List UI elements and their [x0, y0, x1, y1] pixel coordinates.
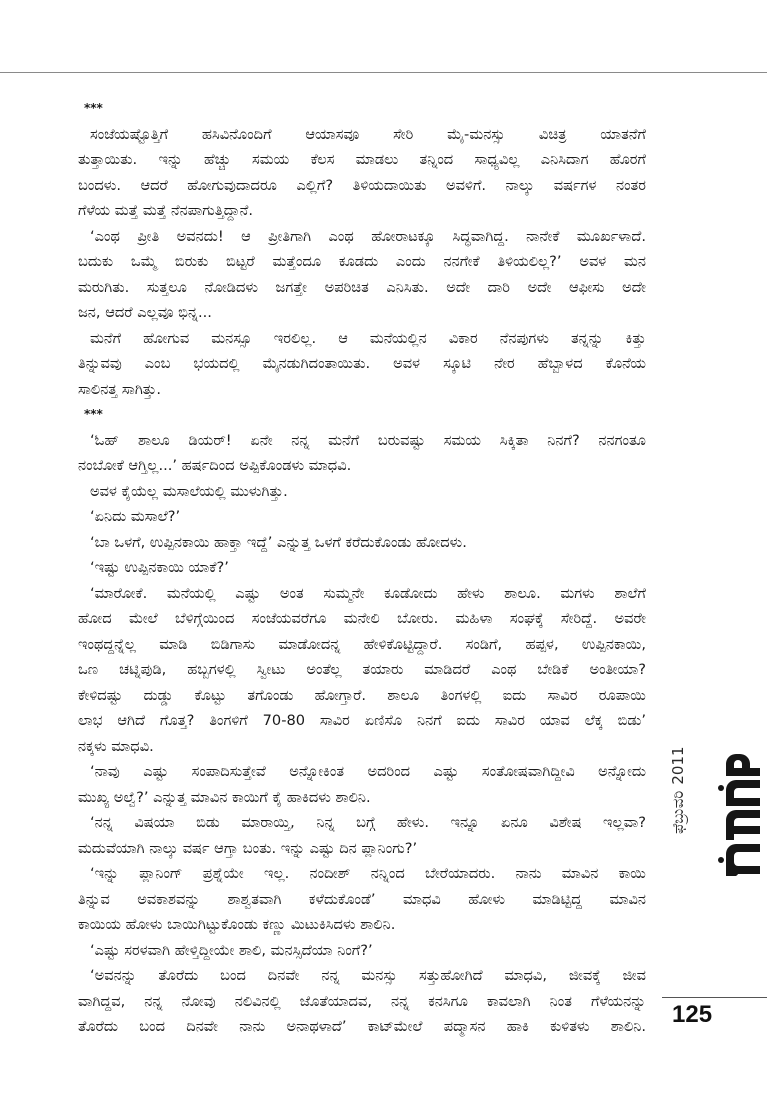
footer-rule — [662, 997, 767, 998]
text-line: ಮನೆಗೆ ಹೋಗುವ ಮನಸ್ಸೂ ಇರಲಿಲ್ಲ. ಆ ಮನೆಯಲ್ಲಿನ ವಿಕಾರ ನೆನಪುಗಳು ತನ್ನನ್ನು ಕಿತ್ತು — [90, 329, 646, 347]
text-line: ತುತ್ತಾಯಿತು. ಇನ್ನು ಹೆಚ್ಚು ಸಮಯ ಕೆಲಸ ಮಾಡಲು ತನ್ನಿಂದ ಸಾಧ್ಯವಿಲ್ಲ ಎನಿಸಿದಾಗ ಹೊರಗೆ — [78, 151, 646, 168]
text-line: ತಿನ್ನುವವು ಎಂಬ ಭಯದಲ್ಲಿ ಮೈನಡುಗಿದಂತಾಯಿತು. ಅವಳ ಸ್ಕೂಟಿ ನೇರ ಹೆಬ್ಬಾಳದ ಕೊನೆಯ — [78, 355, 646, 372]
text-line: ‘ಏನಿದು ಮಸಾಲೆ?’ — [90, 508, 181, 525]
magazine-logo — [716, 750, 762, 880]
section-separator: *** — [84, 407, 103, 421]
text-line: ಜನ, ಆದರೆ ಎಲ್ಲವೂ ಭಿನ್ನ... — [78, 304, 212, 321]
text-line: ಮದುವೆಯಾಗಿ ನಾಲ್ಕು ವರ್ಷ ಆಗ್ತಾ ಬಂತು. ಇನ್ನು ಎಷ್ಟು ದಿನ ಪ್ಲಾನಿಂಗು?’ — [78, 839, 418, 857]
text-line: ಹೋದ ಮೇಲೆ ಬೆಳಿಗ್ಗೆಯಿಂದ ಸಂಜೆಯವರೆಗೂ ಮನೇಲಿ ಬೋರು. ಮಹಿಳಾ ಸಂಘಕ್ಕೆ ಸೇರಿದ್ದೆ. ಅವರೇ — [78, 610, 646, 627]
text-line: ‘ಓಹ್ ಶಾಲೂ ಡಿಯರ್! ಏನೇ ನನ್ನ ಮನೆಗೆ ಬರುವಷ್ಟು ಸಮಯ ಸಿಕ್ಕಿತಾ ನಿನಗೆ? ನನಗಂತೂ — [90, 431, 646, 449]
text-line: ತಿನ್ನುವ ಅವಕಾಶವನ್ನು ಶಾಶ್ವತವಾಗಿ ಕಳೆದುಕೊಂಡೆ’ ಮಾಧವಿ ಹೋಳು ಮಾಡಿಟ್ಟಿದ್ದ ಮಾವಿನ — [78, 890, 646, 908]
issue-date — [669, 744, 689, 834]
text-line: ‘ಎಷ್ಟು ಸರಳವಾಗಿ ಹೇಳ್ತಿದ್ದೀಯೇ ಶಾಲಿ, ಮನಸ್ಸಿದೆಯಾ ನಿಂಗೆ?’ — [90, 941, 373, 959]
text-line: ಒಣ ಚಟ್ನಿಪುಡಿ, ಹಬ್ಬಗಳಲ್ಲಿ ಸ್ವೀಟು ಅಂತೆಲ್ಲ ತಯಾರು ಮಾಡಿದರೆ ಎಂಥ ಬೇಡಿಕೆ ಅಂತೀಯಾ? — [78, 661, 646, 678]
story-text — [78, 96, 646, 1040]
header-rule — [0, 72, 767, 73]
text-line: ನಂಬೋಕೆ ಆಗ್ತಿಲ್ಲ...’ ಹರ್ಷದಿಂದ ಅಪ್ಪಿಕೊಂಡಳು ಮಾಧವಿ. — [78, 457, 352, 474]
text-line: ‘ಬಾ ಒಳಗೆ, ಉಪ್ಪಿನಕಾಯಿ ಹಾಕ್ತಾ ಇದ್ದೆ’ ಎನ್ನುತ್ತ ಒಳಗೆ ಕರೆದುಕೊಂಡು ಹೋದಳು. — [90, 533, 467, 551]
issue-year: 2011 — [669, 746, 687, 785]
text-line: ‘ನನ್ನ ವಿಷಯಾ ಬಿಡು ಮಾರಾಯ್ತಿ, ನಿನ್ನ ಬಗ್ಗೆ ಹೇಳು. ಇನ್ನೂ ಏನೂ ವಿಶೇಷ ಇಲ್ಲವಾ? — [90, 814, 646, 831]
text-line: ಕೇಳಿದಷ್ಟು ದುಡ್ಡು ಕೊಟ್ಟು ತಗೊಂಡು ಹೋಗ್ತಾರೆ. ಶಾಲೂ ತಿಂಗಳಲ್ಲಿ ಐದು ಸಾವಿರ ರೂಪಾಯಿ — [78, 686, 646, 704]
text-line: ‘ಮಾರೋಕೆ. ಮನೆಯಲ್ಲಿ ಎಷ್ಟು ಅಂತ ಸುಮ್ಮನೇ ಕೂಡೋದು ಹೇಳು ಶಾಲೂ. ಮಗಳು ಶಾಲೆಗೆ — [90, 584, 646, 602]
text-line: ಬಂದಳು. ಆದರೆ ಹೋಗುವುದಾದರೂ ಎಲ್ಲಿಗೆ? ತಿಳಿಯದಾಯಿತು ಅವಳಿಗೆ. ನಾಲ್ಕು ವರ್ಷಗಳ ನಂತರ — [78, 176, 646, 194]
text-line: ‘ಇನ್ನು ಪ್ಲಾನಿಂಗ್ ಪ್ರಶ್ನೆಯೇ ಇಲ್ಲ. ನಂದೀಶ್ ನನ್ನಿಂದ ಬೇರೆಯಾದರು. ನಾನು ಮಾವಿನ ಕಾಯಿ — [90, 865, 646, 882]
text-line: ಕಾಯಿಯ ಹೋಳು ಬಾಯಿಗಿಟ್ಟುಕೊಂಡು ಕಣ್ಣು ಮಿಟುಕಿಸಿದಳು ಶಾಲಿನಿ. — [78, 916, 396, 933]
text-line: ನಕ್ಕಳು ಮಾಧವಿ. — [78, 737, 154, 755]
text-line: ಸಂಜೆಯಷ್ಟೊತ್ತಿಗೆ ಹಸಿವಿನೊಂದಿಗೆ ಆಯಾಸವೂ ಸೇರಿ ಮೈ-ಮನಸ್ಸು ವಿಚಿತ್ರ ಯಾತನೆಗೆ — [90, 125, 646, 143]
text-line: ‘ಇಷ್ಟು ಉಪ್ಪಿನಕಾಯಿ ಯಾಕೆ?’ — [90, 559, 229, 576]
text-line: ಅವಳ ಕೈಯೆಲ್ಲ ಮಸಾಲೆಯಲ್ಲಿ ಮುಳುಗಿತ್ತು. — [90, 482, 288, 500]
page-number: 125 — [672, 1001, 713, 1028]
text-line: ತೊರೆದು ಬಂದ ದಿನವೇ ನಾನು ಅನಾಥಳಾದೆ’ ಕಾಟ್‌ಮೇಲೆ ಪದ್ಮಾಸನ ಹಾಕಿ ಕುಳಿತಳು ಶಾಲಿನಿ. — [78, 1018, 646, 1035]
text-line: ವಾಗಿದ್ದವ, ನನ್ನ ನೋವು ನಲಿವಿನಲ್ಲಿ ಜೊತೆಯಾದವ, ನನ್ನ ಕನಸಿಗೂ ಕಾವಲಾಗಿ ನಿಂತ ಗೆಳೆಯನನ್ನು — [78, 992, 646, 1010]
mayura-logo-icon — [716, 750, 762, 880]
text-line: ಗೆಳೆಯ ಮತ್ತೆ ಮತ್ತೆ ನೆನಪಾಗುತ್ತಿದ್ದಾನೆ. — [78, 202, 254, 219]
text-line: ಲಾಭ ಆಗಿದೆ ಗೊತ್ತ? ತಿಂಗಳಿಗೆ 70-80 ಸಾವಿರ ಏಣಿಸೊ ನಿನಗೆ ಐದು ಸಾವಿರ ಯಾವ ಲೆಕ್ಕ ಬಿಡು’ — [78, 712, 646, 729]
text-line: ‘ಎಂಥ ಪ್ರೀತಿ ಅವನದು! ಆ ಪ್ರೀತಿಗಾಗಿ ಎಂಥ ಹೋರಾಟಕ್ಕೂ ಸಿದ್ಧವಾಗಿದ್ದ. ನಾನೇಕೆ ಮೂರ್ಖಳಾದೆ. — [90, 227, 646, 245]
text-line: ಇಂಥದ್ದನ್ನೆಲ್ಲ ಮಾಡಿ ಬಿಡಿಗಾಸು ಮಾಡೋದನ್ನ ಹೇಳಿಕೊಟ್ಟಿದ್ದಾರೆ. ಸಂಡಿಗೆ, ಹಪ್ಪಳ, ಉಪ್ಪಿನಕಾಯಿ, — [78, 635, 646, 653]
issue-month: ಫೆಬ್ರುವರಿ — [669, 790, 687, 834]
text-line: ಮುಖ್ಯ ಅಲ್ವೆ?’ ಎನ್ನುತ್ತ ಮಾವಿನ ಕಾಯಿಗೆ ಕೈ ಹಾಕಿದಳು ಶಾಲಿನಿ. — [78, 788, 371, 806]
section-separator: *** — [84, 101, 103, 115]
text-line: ಸಾಲಿನತ್ತ ಸಾಗಿತ್ತು. — [78, 380, 162, 398]
text-line: ‘ನಾವು ಎಷ್ಟು ಸಂಪಾದಿಸುತ್ತೇವೆ ಅನ್ನೋಕಿಂತ ಅದರಿಂದ ಎಷ್ಟು ಸಂತೋಷವಾಗಿದ್ದೀವಿ ಅನ್ನೋದು — [90, 763, 646, 780]
text-line: ಬದುಕು ಒಮ್ಮೆ ಬಿರುಕು ಬಿಟ್ಟರೆ ಮತ್ತೆಂದೂ ಕೂಡದು ಎಂದು ನನಗೇಕೆ ತಿಳಿಯಲಿಲ್ಲ?’ ಅವಳ ಮನ — [78, 253, 646, 270]
text-line: ಮರುಗಿತು. ಸುತ್ತಲೂ ನೋಡಿದಳು ಜಗತ್ತೇ ಅಪರಿಚಿತ ಎನಿಸಿತು. ಅದೇ ದಾರಿ ಅದೇ ಆಫೀಸು ಅದೇ — [78, 278, 646, 296]
text-line: ‘ಅವನನ್ನು ತೊರೆದು ಬಂದ ದಿನವೇ ನನ್ನ ಮನಸ್ಸು ಸತ್ತುಹೋಗಿದೆ ಮಾಧವಿ, ಜೀವಕ್ಕೆ ಜೀವ — [90, 967, 646, 984]
